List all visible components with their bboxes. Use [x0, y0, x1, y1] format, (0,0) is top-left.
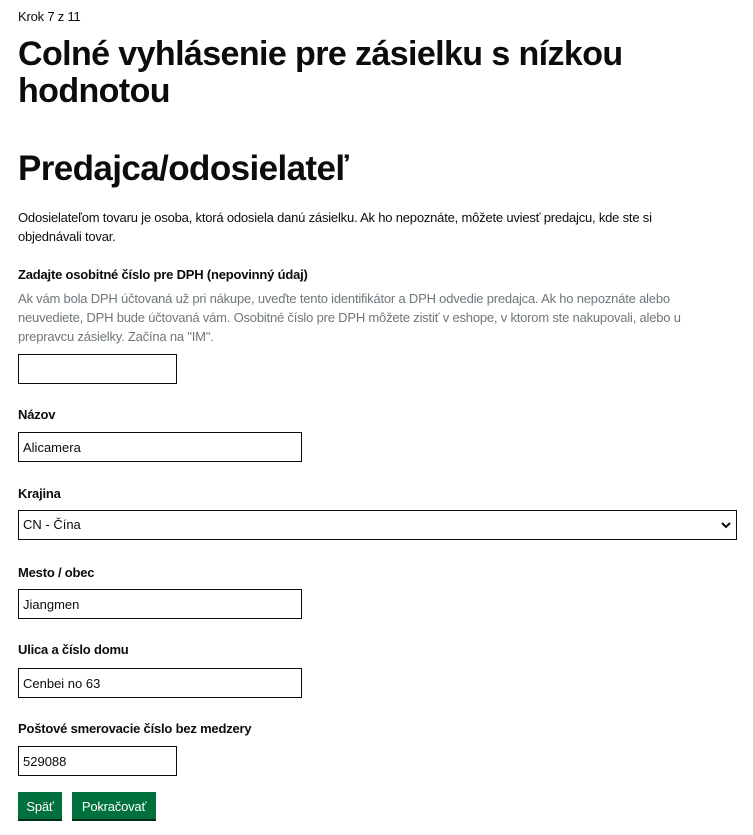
country-label: Krajina: [18, 486, 61, 501]
page-title: Colné vyhlásenie pre zásielku s nízkou hodnotou: [18, 35, 623, 110]
continue-button[interactable]: Pokračovať: [72, 792, 156, 821]
name-input[interactable]: [18, 432, 302, 462]
vat-number-input[interactable]: [18, 354, 177, 384]
postcode-label: Poštové smerovacie číslo bez medzery: [18, 721, 252, 736]
step-indicator: Krok 7 z 11: [18, 9, 81, 24]
back-button[interactable]: Späť: [18, 792, 62, 821]
vat-number-hint: Ak vám bola DPH účtovaná už pri nákupe, uveďte tento identifikátor a DPH odvedie predajca. Ak ho nepoznáte alebo neuvediete, DPH bude účtovaná vám. Osobitné číslo pre DPH môžete zistiť v eshope, v ktorom ste nakupovali, alebo u prepravcu zásielky. Začína na "IM".: [18, 291, 681, 344]
section-title: Predajca/odosielateľ: [18, 149, 349, 188]
city-label: Mesto / obec: [18, 565, 95, 580]
intro-text: Odosielateľom tovaru je osoba, ktorá odosiela danú zásielku. Ak ho nepoznáte, môžete uviesť predajcu, kde ste si objednávali tovar.: [18, 210, 652, 244]
country-select[interactable]: [18, 510, 737, 540]
name-label: Názov: [18, 407, 56, 422]
postcode-input[interactable]: [18, 746, 177, 776]
street-label: Ulica a číslo domu: [18, 642, 129, 657]
city-input[interactable]: [18, 589, 302, 619]
vat-number-label: Zadajte osobitné číslo pre DPH (nepovinný údaj): [18, 267, 308, 282]
country-select-value: CN - Čína: [23, 517, 81, 532]
street-input[interactable]: [18, 668, 302, 698]
chevron-down-icon: [720, 519, 732, 531]
